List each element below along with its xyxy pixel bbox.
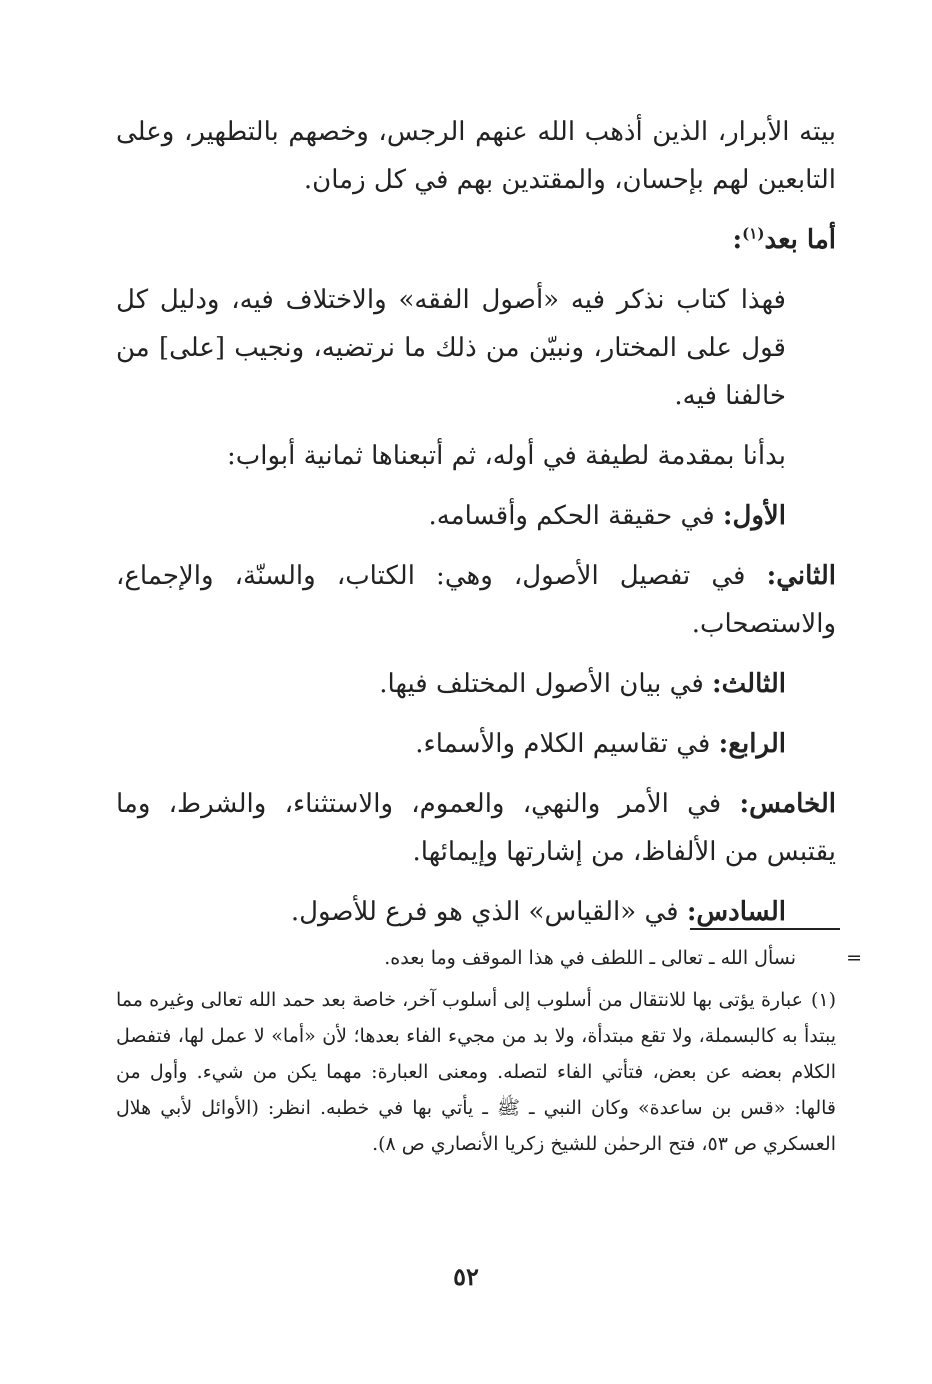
footnote-1 xyxy=(116,982,836,1162)
chapter-label: الثاني: xyxy=(766,561,837,591)
chapter-item xyxy=(116,660,836,708)
amma-baad-label: أما بعد xyxy=(764,225,836,255)
chapter-item xyxy=(116,552,836,648)
chapter-item xyxy=(116,492,836,540)
footnote-separator xyxy=(690,928,840,930)
chapter-text: في بيان الأصول المختلف فيها. xyxy=(379,669,704,699)
chapter-text: في الأمر والنهي، والعموم، والاستثناء، والشرط، وما يقتبس من الألفاظ، من إشارتها وإيمائها. xyxy=(116,789,836,867)
paragraph-opening: بيته الأبرار، الذين أذهب الله عنهم الرجس، وخصهم بالتطهير، وعلى التابعين لهم بإحسان، والمقتدين بهم في كل زمان. xyxy=(116,117,836,195)
chapter-label: الثالث: xyxy=(712,669,786,699)
chapter-text: في تفصيل الأصول، وهي: الكتاب، والسنّة، والإجماع، والاستصحاب. xyxy=(116,561,836,639)
footnote-ref-1: (١) xyxy=(742,224,765,243)
chapter-item xyxy=(116,780,836,876)
chapter-text: في حقيقة الحكم وأقسامه. xyxy=(428,501,715,531)
chapter-item xyxy=(116,720,836,768)
footnote-continuation-mark: = xyxy=(846,947,862,969)
footnote-text: عبارة يؤتى بها للانتقال من أسلوب إلى أسلوب آخر، خاصة بعد حمد الله تعالى وغيره مما يبتدأ به كالبسملة، ولا تقع مبتدأة، ولا بد من مجيء الفاء بعدها؛ لأن «أما» لا عمل لها، فتفصل الكلام بعضه عن بعض، فتأتي الفاء لتصله. ومعنى العبارة: مهما يكن من شيء. وأول من قالها: «قس بن ساعدة» وكان النبي ـ ﷺ ـ يأتي بها في خطبه. انظر: (الأوائل لأبي هلال العسكري ص ٥٣، فتح الرحمٰن للشيخ زكريا الأنصاري ص ٨). xyxy=(116,989,836,1155)
amma-baad-colon: : xyxy=(732,225,743,255)
chapter-text: في «القياس» الذي هو فرع للأصول. xyxy=(290,897,679,927)
main-text xyxy=(116,108,836,936)
chapter-label: الرابع: xyxy=(718,729,786,759)
paragraph-chapters-intro: بدأنا بمقدمة لطيفة في أوله، ثم أتبعناها ثمانية أبواب: xyxy=(227,441,786,471)
chapter-label: الخامس: xyxy=(739,789,836,819)
chapter-label: السادس: xyxy=(686,897,786,927)
paragraph-intro: فهذا كتاب نذكر فيه «أصول الفقه» والاختلاف فيه، ودليل كل قول على المختار، ونبيّن من ذلك ما نرتضيه، ونجيب [على] من خالفنا فيه. xyxy=(116,285,786,411)
footnote-number: (١) xyxy=(810,989,836,1011)
footnote-continuation: نسأل الله ـ تعالى ـ اللطف في هذا الموقف وما بعده. xyxy=(384,947,796,969)
chapter-text: في تقاسيم الكلام والأسماء. xyxy=(415,729,711,759)
chapter-label: الأول: xyxy=(722,501,786,531)
amma-baad-heading xyxy=(116,216,836,264)
page-number: ٥٢ xyxy=(453,1262,479,1291)
